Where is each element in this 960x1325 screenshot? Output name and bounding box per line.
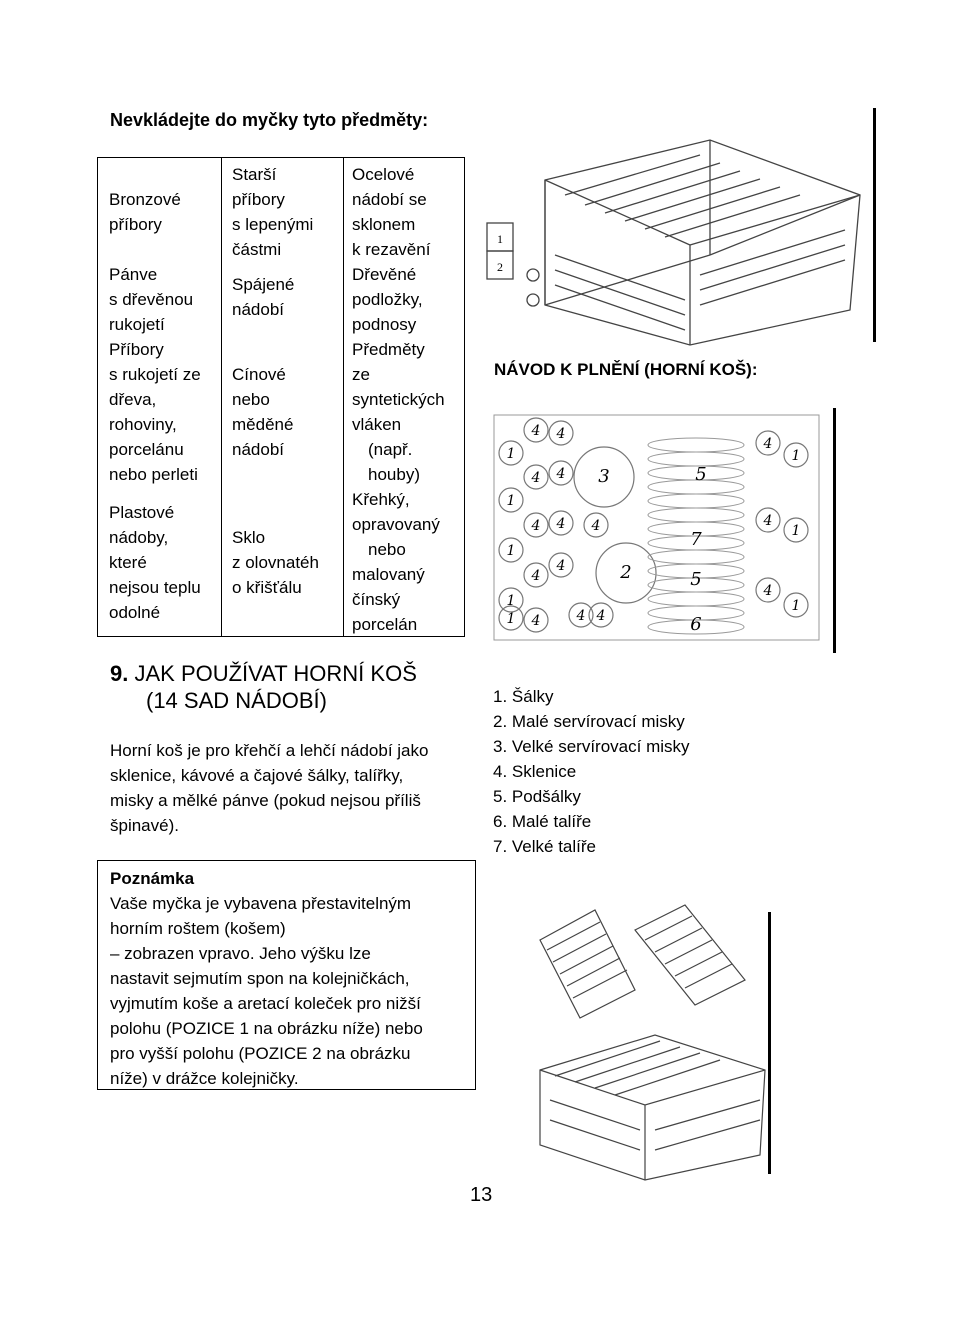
note-line: pro vyšší polohu (POZICE 2 na obrázku: [110, 1044, 411, 1063]
diagram-number-label: 4: [556, 426, 566, 442]
note-line: vyjmutím koše a aretací koleček pro nižší: [110, 994, 421, 1013]
diagram-number-label: 1: [506, 446, 516, 462]
plate-icon: [648, 438, 744, 452]
table-cell: [232, 272, 294, 322]
adjustable-basket-illustration: [535, 900, 775, 1180]
plate-icon: [648, 494, 744, 508]
table-cell: [109, 187, 181, 237]
diagram-number-label: 2: [620, 562, 632, 583]
section-body-line: sklenice, kávové a čajové šálky, talířky,: [110, 766, 404, 785]
note-line: níže) v drážce kolejničky.: [110, 1069, 299, 1088]
diagram-number-label: 4: [576, 608, 586, 624]
note-line: horním roštem (košem): [110, 919, 286, 938]
diagram-number-label: 4: [556, 558, 566, 574]
section-number: 9.: [110, 661, 129, 686]
table-cell-line: opravovaný: [352, 515, 440, 534]
table-cell-line: podnosy: [352, 315, 417, 334]
section-title-line1: JAK POUŽÍVAT HORNÍ KOŠ: [134, 661, 417, 686]
table-cell-line: které: [109, 553, 147, 572]
table-cell-line: houby): [368, 465, 420, 484]
table-cell-line: k rezavění: [352, 240, 431, 259]
table-cell-line: Bronzové: [109, 190, 181, 209]
table-cell-line: Cínové: [232, 365, 286, 384]
page-number: 13: [470, 1184, 493, 1206]
table-cell-line: Ocelové: [352, 165, 415, 184]
table-cell-line: s dřevěnou: [109, 290, 194, 309]
table-cell-line: čínský: [352, 590, 401, 609]
table-cell-line: s rukojetí ze: [109, 365, 201, 384]
note-body: [110, 891, 470, 1091]
table-cell-line: Dřevěné: [352, 265, 417, 284]
page-heading: Nevkládejte do myčky tyto předměty:: [110, 110, 429, 130]
legend-item: 3. Velké servírovací misky: [493, 737, 690, 756]
table-cell-line: Příbory: [109, 340, 164, 359]
diagram-number-label: 1: [506, 611, 516, 627]
table-cell-line: Předměty: [352, 340, 425, 359]
diagram-number-label: 6: [690, 614, 702, 635]
diagram-number-label: 1: [506, 543, 516, 559]
table-cell-line: příbory: [232, 190, 285, 209]
diagram-number-label: 4: [763, 583, 773, 599]
legend-item: 1. Šálky: [493, 687, 554, 706]
table-cell-line: Křehký,: [352, 490, 410, 509]
upper-basket-illustration: [485, 135, 875, 355]
note-title: Poznámka: [110, 869, 195, 888]
table-cell-line: nebo: [368, 540, 406, 559]
diagram-number-label: 5: [695, 464, 707, 485]
legend-item: 7. Velké talíře: [493, 837, 597, 856]
table-cell-line: porcelánu: [109, 440, 184, 459]
table-cell: [352, 162, 430, 262]
table-cell-line: syntetických: [352, 390, 445, 409]
diagram-number-label: 1: [791, 448, 801, 464]
diagram-number-label: 4: [531, 613, 541, 629]
table-cell-line: nádobí: [232, 300, 284, 319]
vertical-rule: [768, 912, 771, 1174]
diagram-number-label: 3: [598, 466, 610, 487]
table-cell-line: s lepenými: [232, 215, 314, 234]
position-label-1: 1: [497, 232, 503, 246]
basket-loading-diagram: [486, 405, 831, 645]
diagram-number-label: 1: [506, 593, 516, 609]
table-cell: [109, 262, 193, 337]
position-label-2: 2: [497, 260, 503, 274]
table-cell-line: (např.: [368, 440, 413, 459]
table-cell: [352, 337, 445, 487]
section-body-line: špinavé).: [110, 816, 179, 835]
table-cell-line: dřeva,: [109, 390, 157, 409]
note-line: nastavit sejmutím spon na kolejničkách,: [110, 969, 410, 988]
table-cell: [232, 362, 293, 462]
section-body: [110, 738, 475, 838]
table-cell-line: Starší: [232, 165, 277, 184]
diagram-number-label: 4: [763, 513, 773, 529]
section-body-line: misky a mělké pánve (pokud nejsou příliš: [110, 791, 421, 810]
diagram-number-label: 4: [556, 466, 566, 482]
diagram-number-label: 4: [531, 470, 541, 486]
table-cell-line: podložky,: [352, 290, 423, 309]
note-line: Vaše myčka je vybavena přestavitelným: [110, 894, 412, 913]
table-cell: [352, 487, 440, 637]
table-cell-line: porcelán: [352, 615, 418, 634]
section-title-line2: (14 SAD NÁDOBÍ): [146, 688, 327, 713]
table-cell-line: nejsou teplu: [109, 578, 201, 597]
table-cell-line: Pánve: [109, 265, 158, 284]
table-cell-line: odolné: [109, 603, 161, 622]
legend-item: 2. Malé servírovací misky: [493, 712, 685, 731]
loading-guide-title: NÁVOD K PLNĚNÍ (HORNÍ KOŠ):: [494, 360, 758, 379]
table-cell: [109, 337, 201, 487]
table-cell-line: sklonem: [352, 215, 416, 234]
table-cell: [352, 262, 423, 337]
table-cell-line: měděné: [232, 415, 294, 434]
section-body-line: Horní koš je pro křehčí a lehčí nádobí jako: [110, 741, 429, 760]
plate-icon: [648, 508, 744, 522]
diagram-number-label: 4: [531, 518, 541, 534]
table-cell: [232, 162, 313, 262]
table-cell-line: malovaný: [352, 565, 425, 584]
table-cell-line: částmi: [232, 240, 282, 259]
legend-item: 6. Malé talíře: [493, 812, 592, 831]
table-cell-line: vláken: [352, 415, 402, 434]
diagram-number-label: 4: [596, 608, 606, 624]
table-cell-line: ze: [352, 365, 370, 384]
legend-item: 4. Sklenice: [493, 762, 577, 781]
table-cell: [232, 525, 319, 600]
diagram-number-label: 1: [791, 598, 801, 614]
table-cell-line: nádobí: [232, 440, 284, 459]
diagram-number-label: 4: [591, 518, 601, 534]
table-cell-line: rukojetí: [109, 315, 165, 334]
diagram-shapes: [499, 418, 808, 635]
table-cell-line: o křišťálu: [232, 578, 302, 597]
diagram-number-label: 4: [556, 516, 566, 532]
table-cell-line: rohoviny,: [109, 415, 177, 434]
diagram-number-label: 4: [763, 436, 773, 452]
table-cell-line: Spájené: [232, 275, 295, 294]
legend-item: 5. Podšálky: [493, 787, 581, 806]
note-line: polohu (POZICE 1 na obrázku níže) nebo: [110, 1019, 423, 1038]
table-cell-line: nebo perleti: [109, 465, 198, 484]
section-title: [110, 660, 490, 714]
table-cell: [109, 500, 201, 625]
table-cell-line: Sklo: [232, 528, 266, 547]
vertical-rule: [873, 108, 876, 342]
table-cell-line: nádobí se: [352, 190, 427, 209]
vertical-rule: [833, 408, 836, 653]
table-cell-line: nádoby,: [109, 528, 169, 547]
diagram-number-label: 5: [690, 569, 702, 590]
diagram-number-label: 4: [531, 568, 541, 584]
diagram-number-label: 4: [531, 423, 541, 439]
diagram-number-label: 1: [506, 493, 516, 509]
table-cell-line: příbory: [109, 215, 162, 234]
loading-legend: [493, 684, 690, 859]
table-cell-line: z olovnatéh: [232, 553, 319, 572]
plate-icon: [648, 550, 744, 564]
diagram-number-label: 7: [690, 529, 702, 550]
note-line: – zobrazen vpravo. Jeho výšku lze: [110, 944, 371, 963]
table-cell-line: nebo: [232, 390, 270, 409]
table-cell-line: Plastové: [109, 503, 175, 522]
diagram-number-label: 1: [791, 523, 801, 539]
plate-icon: [648, 592, 744, 606]
